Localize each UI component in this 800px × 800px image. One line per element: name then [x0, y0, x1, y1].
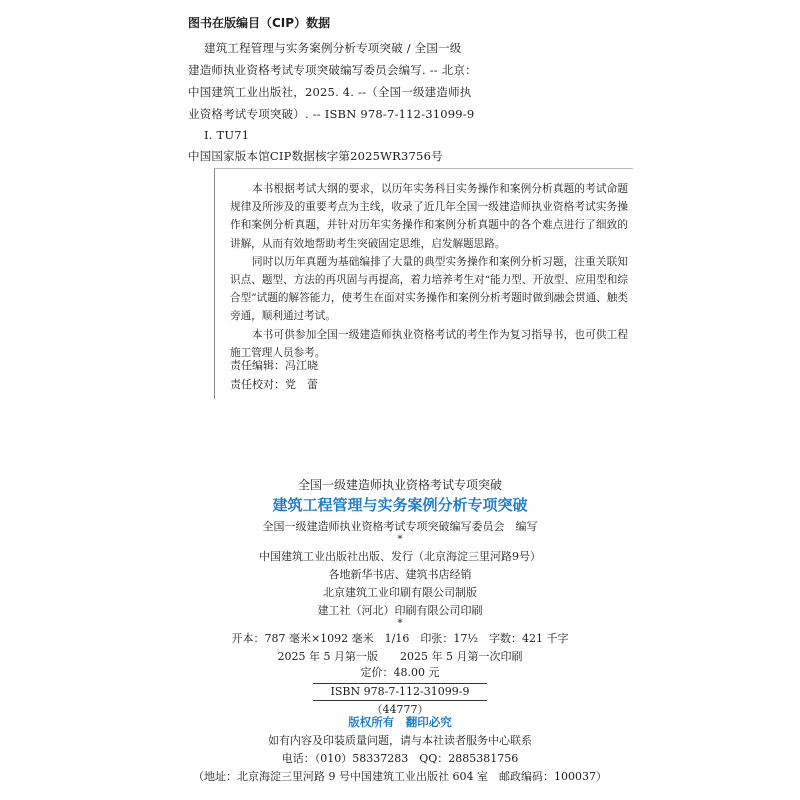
series-name: 全国一级建造师执业资格考试专项突破 [297, 478, 502, 492]
description-paragraph: 同时以历年真题为基础编排了大量的典型实务操作和案例分析习题，注重关联知识点、题型、方法的再巩固与再提高，着力培养考生对“能力型、开放型、应用型和综合型”试题的解答能力，使考生在面对实务操作和案例分析考题时做到融会贯通、触类旁通，顺利通过考试。 [230, 255, 628, 323]
cip-line: 建造师执业资格考试专项突破编写委员会编写. -- 北京： [188, 63, 477, 77]
cip-line: 中国国家版本馆CIP数据核字第2025WR3756号 [188, 149, 443, 163]
responsible-editor: 责任编辑：冯江晓 [230, 359, 318, 372]
contact-address: （地址：北京海淀三里河路 9 号中国建筑工业出版社 604 室 邮政编码：100037） [193, 770, 607, 783]
separator-star: * [397, 534, 403, 545]
cip-line: Ⅰ. TU71 [204, 128, 250, 142]
book-description [230, 180, 628, 362]
typesetter-line: 北京建筑工业印刷有限公司制版 [323, 586, 477, 599]
distributor-line: 各地新华书店、建筑书店经销 [328, 568, 472, 581]
cip-heading: 图书在版编目（CIP）数据 [188, 16, 331, 30]
book-code: （44777） [371, 703, 429, 716]
book-title: 建筑工程管理与实务案例分析专项突破 [272, 496, 528, 514]
quality-notice: 如有内容及印装质量问题，请与本社读者服务中心联系 [268, 734, 532, 747]
format-line: 开本：787 毫米×1092 毫米 1/16 印张：17½ 字数：421 千字 [231, 632, 569, 645]
cip-line: 建筑工程管理与实务案例分析专项突破 / 全国一级 [204, 41, 462, 55]
publisher-line: 中国建筑工业出版社出版、发行（北京海淀三里河路9号） [259, 550, 541, 563]
responsible-proofreader: 责任校对：党 蕾 [230, 378, 318, 391]
price-line: 定价：48.00 元 [360, 666, 440, 679]
description-paragraph: 本书根据考试大纲的要求，以历年实务科目实务操作和案例分析真题的考试命题规律及所涉及的重要考点为主线，收录了近几年全国一级建造师执业资格考试实务操作和案例分析真题，并针对历年实务操作和案例分析真题中的各个难点进行了细致的讲解，从而有效地帮助考生突破固定思维，启发解题思路。 [230, 183, 628, 250]
copyright-notice: 版权所有 翻印必究 [348, 715, 452, 729]
edition-line: 2025 年 5 月第一版 2025 年 5 月第一次印刷 [277, 650, 523, 663]
printer-line: 建工社（河北）印刷有限公司印刷 [317, 604, 483, 617]
separator-star: * [397, 618, 403, 629]
cip-line: 中国建筑工业出版社，2025. 4. --（全国一级建造师执 [188, 85, 472, 99]
isbn-number: ISBN 978-7-112-31099-9 [313, 683, 488, 701]
authors: 全国一级建造师执业资格考试专项突破编写委员会 编写 [262, 520, 538, 533]
contact-phone: 电话：（010）58337283 QQ：2885381756 [281, 752, 519, 765]
description-paragraph: 本书可供参加全国一级建造师执业资格考试的考生作为复习指导书，也可供工程施工管理人员参考。 [230, 328, 628, 359]
cip-line: 业资格考试专项突破）. -- ISBN 978-7-112-31099-9 [188, 107, 475, 121]
